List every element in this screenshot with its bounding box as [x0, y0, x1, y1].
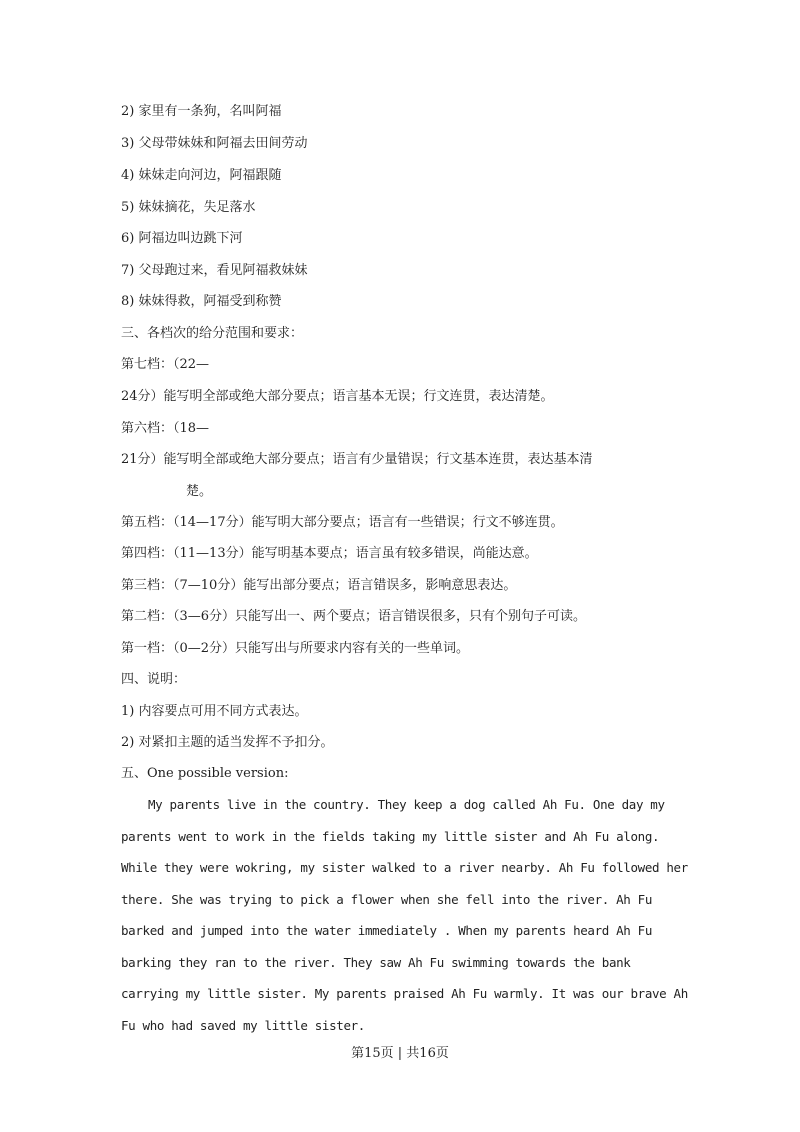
grade5: 第五档：（14—17分）能写明大部分要点；语言有一些错误；行文不够连贯。 [121, 515, 564, 530]
grade7-body: 24分）能写明全部或绝大部分要点；语言基本无误；行文连贯，表达清楚。 [121, 389, 554, 404]
essay-line-3: While they were wokring, my sister walked to a river nearby. Ah Fu followed her [121, 860, 688, 875]
essay-line-8: Fu who had saved my little sister. [121, 1018, 365, 1033]
section4-heading: 四、说明： [121, 672, 187, 687]
grade3: 第三档：（7—10分）能写出部分要点；语言错误多，影响意思表达。 [121, 578, 517, 593]
point-6: 6) 阿福边叫边跳下河 [121, 231, 243, 246]
point-5: 5) 妹妹摘花，失足落水 [121, 200, 256, 215]
point-8: 8) 妹妹得救，阿福受到称赞 [121, 294, 282, 309]
essay-line-6: barking they ran to the river. They saw Ah Fu swimming towards the bank [121, 955, 631, 970]
section5-heading: 五、One possible version: [121, 766, 289, 781]
point-3: 3) 父母带妹妹和阿福去田间劳动 [121, 136, 308, 151]
grade6-head: 第六档：（18— [121, 421, 210, 436]
grade6-body: 21分）能写明全部或绝大部分要点；语言有少量错误；行文基本连贯，表达基本清 [121, 452, 593, 467]
section3-heading: 三、各档次的给分范围和要求： [121, 326, 304, 341]
point-2: 2) 家里有一条狗，名叫阿福 [121, 104, 282, 119]
essay-line-4: there. She was trying to pick a flower when she fell into the river. Ah Fu [121, 892, 652, 907]
essay-line-7: carrying my little sister. My parents praised Ah Fu warmly. It was our brave Ah [121, 986, 688, 1001]
grade2: 第二档：（3—6分）只能写出一、两个要点；语言错误很多，只有个别句子可读。 [121, 609, 587, 624]
essay-line-5: barked and jumped into the water immediately . When my parents heard Ah Fu [121, 923, 652, 938]
grade6-continued: 楚。 [186, 484, 213, 499]
point-4: 4) 妹妹走向河边，阿福跟随 [121, 168, 282, 183]
grade1: 第一档：（0—2分）只能写出与所要求内容有关的一些单词。 [121, 641, 470, 656]
note-2: 2) 对紧扣主题的适当发挥不予扣分。 [121, 735, 334, 750]
essay-line-2: parents went to work in the fields taking my little sister and Ah Fu along. [121, 829, 660, 844]
note-1: 1) 内容要点可用不同方式表达。 [121, 704, 308, 719]
grade4: 第四档：（11—13分）能写明基本要点；语言虽有较多错误，尚能达意。 [121, 546, 538, 561]
grade7-head: 第七档：（22— [121, 357, 210, 372]
page-footer: 第15页 | 共16页 [351, 1046, 449, 1061]
essay-line-1: My parents live in the country. They keep a dog called Ah Fu. One day my [148, 797, 665, 812]
point-7: 7) 父母跑过来，看见阿福救妹妹 [121, 263, 308, 278]
